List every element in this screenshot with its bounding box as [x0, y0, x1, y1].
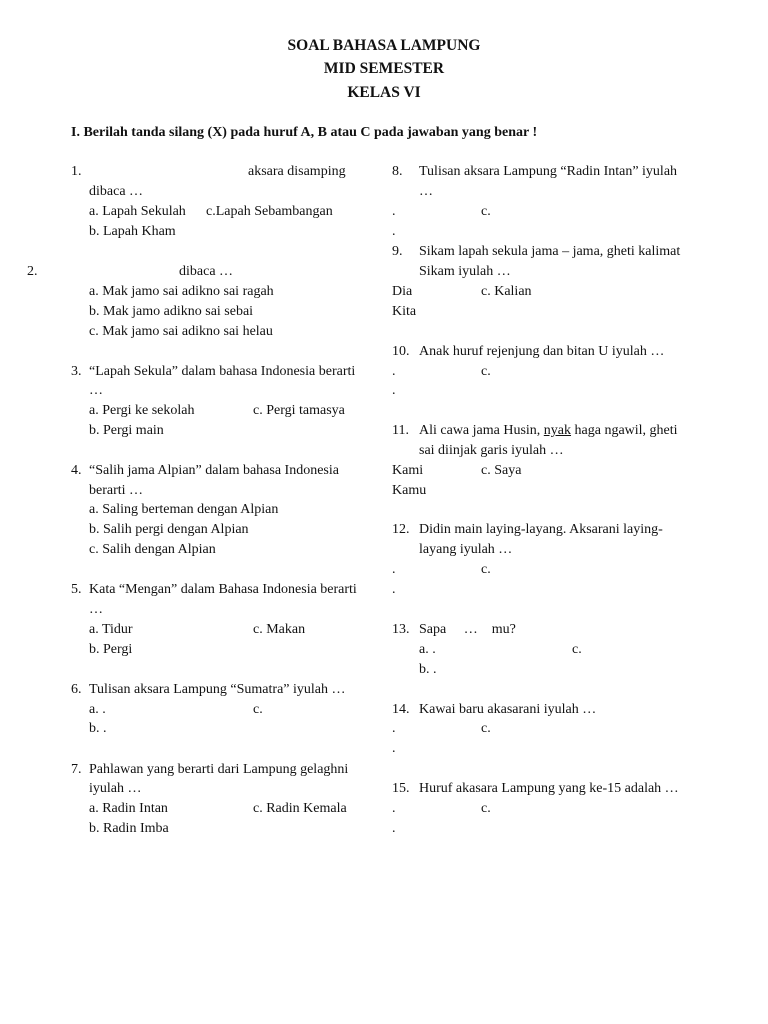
option-a: .: [392, 562, 396, 577]
option-c: c. Saya: [481, 463, 522, 478]
option-a: a. Tidur: [89, 622, 133, 637]
question-text: Anak huruf rejenjung dan bitan U iyulah …: [419, 344, 665, 359]
option-a: .: [392, 364, 396, 379]
option-a: .: [392, 721, 396, 736]
question-number: 6.: [71, 682, 82, 697]
question-text: …: [89, 383, 103, 398]
option-b: Kamu: [392, 483, 427, 498]
question-number: 10.: [392, 344, 410, 359]
question-number: 15.: [392, 781, 410, 796]
option-a: .: [392, 801, 396, 816]
option-c: c. Mak jamo sai adikno sai helau: [89, 324, 273, 339]
option-c: c. Kalian: [481, 284, 532, 299]
option-b: .: [392, 741, 396, 756]
question-text: dibaca …: [179, 264, 234, 279]
question-text: …: [89, 602, 103, 617]
option-a: a. .: [89, 702, 106, 717]
option-a: Dia: [392, 284, 413, 299]
option-b: b. Salih pergi dengan Alpian: [89, 522, 249, 537]
document-subtitle: MID SEMESTER: [323, 60, 445, 77]
question-text: Sapa … mu?: [419, 622, 516, 637]
question-text: berarti …: [89, 483, 144, 498]
option-c: c. Makan: [253, 622, 306, 637]
question-text: dibaca …: [89, 184, 144, 199]
option-b: .: [392, 582, 396, 597]
question-number: 3.: [71, 364, 82, 379]
question-number: 7.: [71, 762, 82, 777]
question-number: 11.: [392, 423, 409, 438]
question-text: Pahlawan yang berarti dari Lampung gelaghni: [89, 762, 349, 777]
option-b: .: [392, 224, 396, 239]
question-text: “Lapah Sekula” dalam bahasa Indonesia berarti: [89, 364, 356, 379]
option-b: b. Pergi main: [89, 423, 164, 438]
question-number: 1.: [71, 164, 82, 179]
question-text: Huruf akasara Lampung yang ke-15 adalah …: [419, 781, 679, 796]
question-number: 12.: [392, 522, 410, 537]
option-a: Kami: [392, 463, 424, 478]
document-class: KELAS VI: [347, 84, 421, 101]
option-a: a. Pergi ke sekolah: [89, 403, 195, 418]
question-number: 9.: [392, 244, 403, 259]
question-number: 2.: [27, 264, 38, 279]
option-c: c. Radin Kemala: [253, 801, 347, 816]
option-c: c.Lapah Sebambangan: [206, 204, 333, 219]
option-b: b. Pergi: [89, 642, 133, 657]
question-text: Kawai baru akasarani iyulah …: [419, 702, 597, 717]
document-title: SOAL BAHASA LAMPUNG: [287, 37, 481, 54]
option-a: a. Lapah Sekulah: [89, 204, 186, 219]
option-c: c.: [253, 702, 263, 717]
question-number: 13.: [392, 622, 410, 637]
option-b: Kita: [392, 304, 417, 319]
question-text: Sikam lapah sekula jama – jama, gheti kalimat: [419, 244, 681, 259]
question-text: iyulah …: [89, 781, 142, 796]
option-c: c.: [481, 801, 491, 816]
option-a: a. .: [419, 642, 436, 657]
option-a: .: [392, 204, 396, 219]
question-number: 5.: [71, 582, 82, 597]
option-b: b. Radin Imba: [89, 821, 169, 836]
option-c: c. Pergi tamasya: [253, 403, 345, 418]
option-a: a. Saling berteman dengan Alpian: [89, 502, 279, 517]
option-b: .: [392, 821, 396, 836]
option-c: c.: [572, 642, 582, 657]
question-number: 14.: [392, 702, 410, 717]
instruction: I. Berilah tanda silang (X) pada huruf A, B atau C pada jawaban yang benar !: [71, 125, 538, 140]
option-c: c.: [481, 562, 491, 577]
option-c: c.: [481, 364, 491, 379]
option-a: a. Mak jamo sai adikno sai ragah: [89, 284, 274, 299]
option-b: b. .: [419, 662, 437, 677]
question-text: Ali cawa jama Husin, nyak haga ngawil, gheti: [419, 423, 678, 438]
question-text: “Salih jama Alpian” dalam bahasa Indonesia: [89, 463, 339, 478]
question-text: Sikam iyulah …: [419, 264, 511, 279]
option-c: c. Salih dengan Alpian: [89, 542, 216, 557]
question-text: Tulisan aksara Lampung “Sumatra” iyulah …: [89, 682, 346, 697]
option-c: c.: [481, 721, 491, 736]
question-text: Kata “Mengan” dalam Bahasa Indonesia berarti: [89, 582, 357, 597]
option-b: b. Mak jamo adikno sai sebai: [89, 304, 254, 319]
question-text: Didin main laying-layang. Aksarani laying-: [419, 522, 663, 537]
question-text: …: [419, 184, 433, 199]
option-a: a. Radin Intan: [89, 801, 168, 816]
question-number: 4.: [71, 463, 82, 478]
question-text: layang iyulah …: [419, 542, 513, 557]
question-number: 8.: [392, 164, 403, 179]
option-b: .: [392, 383, 396, 398]
question-text: sai diinjak garis iyulah …: [419, 443, 564, 458]
option-c: c.: [481, 204, 491, 219]
question-text: Tulisan aksara Lampung “Radin Intan” iyulah: [419, 164, 678, 179]
option-b: b. Lapah Kham: [89, 224, 176, 239]
option-b: b. .: [89, 721, 107, 736]
question-text: aksara disamping: [248, 164, 346, 179]
